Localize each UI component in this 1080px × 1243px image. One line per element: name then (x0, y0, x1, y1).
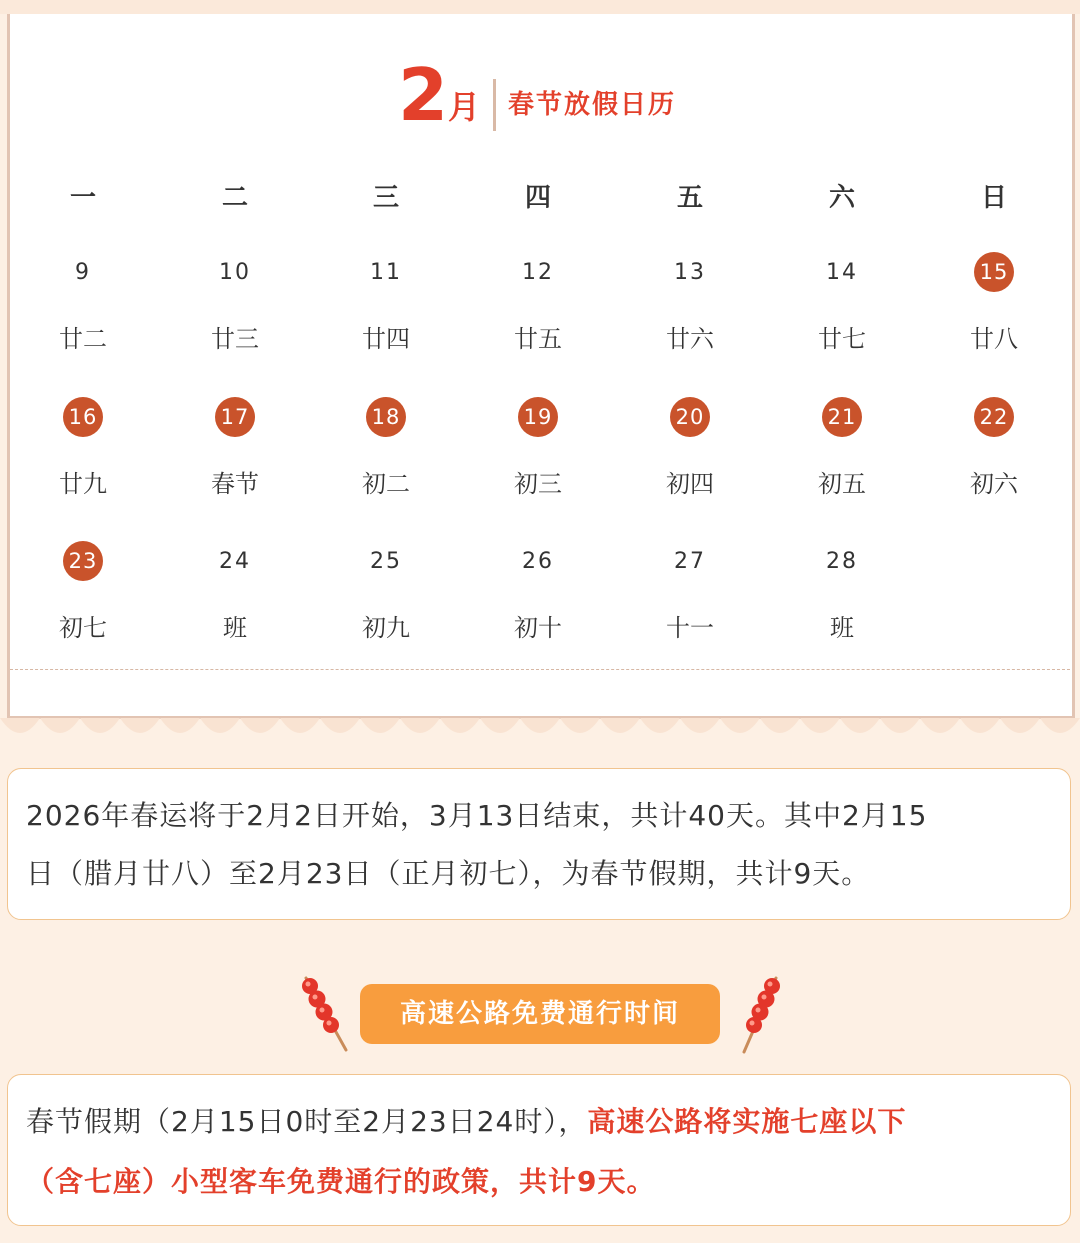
date-cell (483, 539, 593, 648)
info-line-2: 日（腊月廿八）至2月23日（正月初七），为春节假期，共计9天。 (26, 857, 871, 890)
date-cell (787, 250, 897, 359)
lunar-date: 廿六 (666, 325, 714, 353)
lunar-date: 廿三 (211, 325, 259, 353)
lunar-date: 廿八 (970, 325, 1018, 353)
spring-festival-info-box (7, 768, 1071, 920)
calendar-heading: 春节放假日历 (508, 90, 677, 120)
weekday-header: 一 (69, 183, 96, 213)
weekday-header: 六 (828, 183, 855, 213)
tanghulu-left-icon (296, 972, 356, 1056)
date-cell (483, 250, 593, 359)
highway-free-time-badge: 高速公路免费通行时间 (360, 984, 720, 1044)
lunar-date: 初六 (970, 470, 1018, 498)
weekday-header: 四 (524, 183, 551, 213)
month-unit: 月 (448, 88, 481, 126)
policy-line-1 (26, 1093, 1056, 1151)
lunar-date: 廿二 (59, 325, 107, 353)
holiday-date-number: 22 (974, 397, 1014, 437)
holiday-date-cell (331, 395, 441, 504)
policy-highlight-1: 高速公路将实施七座以下 (587, 1105, 907, 1138)
title-divider (493, 79, 496, 131)
date-cell (331, 250, 441, 359)
lunar-date: 廿九 (59, 470, 107, 498)
date-cell (331, 539, 441, 648)
holiday-date-number: 15 (974, 252, 1014, 292)
policy-highlight-2: （含七座）小型客车免费通行的政策，共计9天。 (26, 1165, 656, 1198)
date-number: 12 (522, 259, 554, 285)
date-cell (28, 250, 138, 359)
lunar-date: 初九 (362, 614, 410, 642)
date-number: 13 (674, 259, 706, 285)
date-cell (635, 250, 745, 359)
holiday-date-number: 19 (518, 397, 558, 437)
date-number: 11 (370, 259, 402, 285)
lunar-date: 廿五 (514, 325, 562, 353)
weekday-header: 三 (372, 183, 399, 213)
holiday-date-cell (28, 395, 138, 504)
date-number: 10 (219, 259, 251, 285)
date-number: 28 (826, 548, 858, 574)
holiday-date-number: 18 (366, 397, 406, 437)
dashed-divider (10, 669, 1070, 670)
holiday-date-number: 23 (63, 541, 103, 581)
lunar-date: 班 (223, 614, 247, 642)
lunar-date: 初五 (818, 470, 866, 498)
holiday-date-cell (787, 395, 897, 504)
date-number: 14 (826, 259, 858, 285)
date-number: 25 (370, 548, 402, 574)
date-number: 9 (75, 259, 91, 285)
lunar-date: 初七 (59, 614, 107, 642)
tanghulu-right-icon (726, 972, 786, 1056)
month-number: 2 (398, 53, 449, 137)
top-strip (0, 0, 1080, 14)
date-cell (787, 539, 897, 648)
lunar-date: 班 (830, 614, 854, 642)
lunar-date: 十一 (666, 614, 714, 642)
holiday-date-cell (939, 250, 1049, 359)
scallop-border (0, 718, 1080, 752)
holiday-date-cell (483, 395, 593, 504)
policy-period-text: 春节假期（2月15日0时至2月23日24时）， (26, 1105, 588, 1138)
calendar-title (0, 55, 1080, 135)
lunar-date: 初十 (514, 614, 562, 642)
holiday-date-number: 20 (670, 397, 710, 437)
holiday-date-number: 16 (63, 397, 103, 437)
date-cell (635, 539, 745, 648)
lunar-date: 廿七 (818, 325, 866, 353)
holiday-date-cell (180, 395, 290, 504)
lunar-date: 初三 (514, 470, 562, 498)
date-cell (180, 539, 290, 648)
info-line-1: 2026年春运将于2月2日开始，3月13日结束，共计40天。其中2月15 (26, 799, 928, 832)
holiday-date-cell (28, 539, 138, 648)
date-number: 26 (522, 548, 554, 574)
highway-policy-info-box (7, 1074, 1071, 1226)
date-number: 24 (219, 548, 251, 574)
lunar-date: 廿四 (362, 325, 410, 353)
holiday-date-number: 17 (215, 397, 255, 437)
holiday-date-cell (635, 395, 745, 504)
holiday-date-number: 21 (822, 397, 862, 437)
lunar-date: 初二 (362, 470, 410, 498)
lunar-date: 初四 (666, 470, 714, 498)
weekday-header: 五 (676, 183, 703, 213)
weekday-header: 二 (221, 183, 248, 213)
holiday-date-cell (939, 395, 1049, 504)
date-number: 27 (674, 548, 706, 574)
weekday-header: 日 (980, 183, 1007, 213)
lunar-date: 春节 (211, 470, 259, 498)
date-cell (180, 250, 290, 359)
